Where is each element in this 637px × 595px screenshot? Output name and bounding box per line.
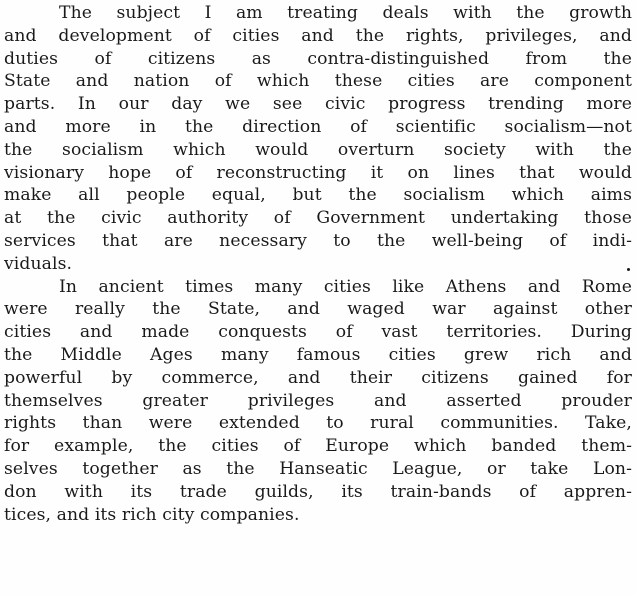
text-line: for example, the cities of Europe which banded them- bbox=[4, 436, 632, 457]
text-line: and development of cities and the rights, privileges, and bbox=[4, 25, 632, 46]
print-speck bbox=[627, 268, 630, 271]
text-line: cities and made conquests of vast territories. During bbox=[4, 322, 632, 343]
text-line: The subject I am treating deals with the growth bbox=[59, 3, 632, 23]
text-line: rights than were extended to rural communities. Take, bbox=[4, 413, 632, 434]
text-line: the socialism which would overturn society with the bbox=[4, 139, 632, 160]
text-line: selves together as the Hanseatic League, or take Lon- bbox=[4, 458, 632, 479]
text-line: make all people equal, but the socialism which aims bbox=[4, 185, 632, 206]
text-line: services that are necessary to the well-being of indi- bbox=[4, 230, 632, 251]
text-line: and more in the direction of scientific socialism—not bbox=[4, 116, 632, 137]
text-line: don with its trade guilds, its train-bands of appren- bbox=[4, 481, 632, 502]
text-line: viduals. bbox=[4, 253, 73, 274]
text-line: State and nation of which these cities are component bbox=[4, 71, 632, 92]
text-line: duties of citizens as contra-distinguished from the bbox=[4, 48, 632, 69]
text-line: visionary hope of reconstructing it on lines that would bbox=[4, 162, 632, 183]
text-line: parts. In our day we see civic progress trending more bbox=[4, 94, 632, 115]
text-line: at the civic authority of Government undertaking those bbox=[4, 208, 632, 229]
body-text bbox=[4, 2, 632, 526]
text-line: powerful by commerce, and their citizens gained for bbox=[4, 367, 632, 388]
text-line: themselves greater privileges and asserted prouder bbox=[4, 390, 632, 411]
text-line: were really the State, and waged war against other bbox=[4, 299, 632, 320]
text-line: In ancient times many cities like Athens and Rome bbox=[59, 276, 632, 297]
text-line: the Middle Ages many famous cities grew rich and bbox=[4, 344, 632, 365]
text-line: tices, and its rich city companies. bbox=[4, 504, 300, 525]
